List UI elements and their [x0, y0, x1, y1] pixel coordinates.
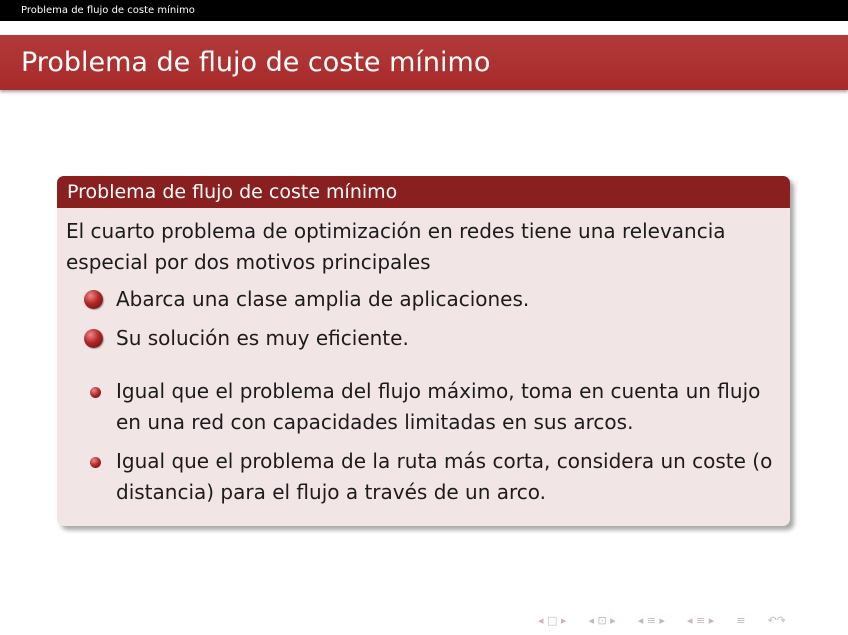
enumerated-item [66, 323, 780, 354]
block-title: Problema de flujo de coste mínimo [57, 176, 790, 208]
enumerated-list [66, 284, 780, 354]
bullet-item-text: Igual que el problema del flujo máximo, toma en cuenta un flujo en una red con capacidades limitadas en sus arcos. [116, 379, 761, 434]
enum-ball-icon [84, 290, 103, 309]
bullet-list [66, 376, 780, 508]
subsection-nav-icon[interactable]: ◂ ⊡ ▸ [588, 613, 616, 627]
subsection2-nav-icon[interactable]: ◂ ≡ ▸ [686, 613, 715, 627]
header-section-title: Problema de flujo de coste mínimo [0, 0, 848, 21]
frame-title: Problema de flujo de coste mínimo [0, 35, 848, 90]
bullet-item-text: Igual que el problema de la ruta más corta, considera un coste (o distancia) para el flujo a través de un arco. [116, 449, 773, 504]
bullet-item [66, 376, 780, 438]
enumerated-item-text: Abarca una clase amplia de aplicaciones. [116, 287, 530, 311]
enumerated-item [66, 284, 780, 315]
bullet-dot-icon [90, 457, 101, 468]
frame-nav-icon[interactable]: ◂ □ ▸ [538, 613, 567, 627]
content-block [57, 176, 790, 526]
align-icon[interactable]: ≡ [736, 613, 746, 627]
enumerated-item-text: Su solución es muy eficiente. [116, 326, 409, 350]
enum-ball-icon [84, 329, 103, 348]
section-nav-icon[interactable]: ◂ ≡ ▸ [637, 613, 665, 627]
search-icon[interactable]: ↶↷ [767, 613, 786, 627]
bullet-dot-icon [90, 387, 101, 398]
block-body [57, 208, 790, 508]
navigation-bar [538, 612, 786, 628]
intro-text: El cuarto problema de optimización en redes tiene una relevancia especial por dos motivos principales [66, 219, 726, 274]
bullet-item [66, 446, 780, 508]
